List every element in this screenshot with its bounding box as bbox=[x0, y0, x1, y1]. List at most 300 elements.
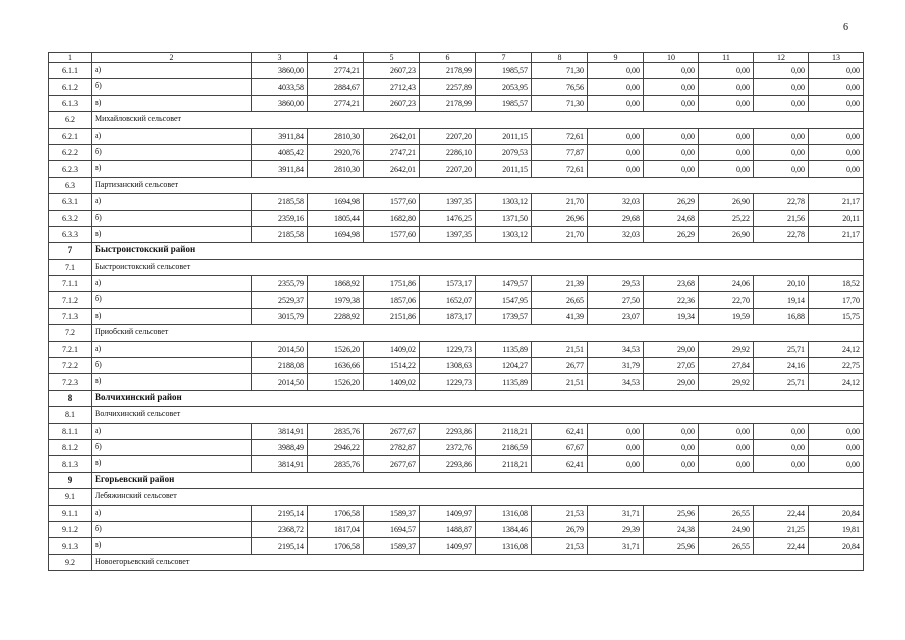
council-name: Новоегорьевский сельсовет bbox=[92, 554, 864, 570]
value-cell: 0,00 bbox=[644, 161, 699, 177]
table-row bbox=[49, 308, 864, 324]
value-cell: 2118,21 bbox=[476, 423, 532, 439]
value-cell: 2368,72 bbox=[252, 521, 308, 537]
value-cell: 2607,23 bbox=[364, 95, 420, 111]
value-cell: 62,41 bbox=[532, 456, 588, 472]
value-cell: 2810,30 bbox=[308, 161, 364, 177]
value-cell: 25,96 bbox=[644, 505, 699, 521]
value-cell: 76,56 bbox=[532, 79, 588, 95]
row-index: 6.2.2 bbox=[49, 144, 92, 160]
row-variant-label: б) bbox=[92, 521, 252, 537]
council-heading-row bbox=[49, 325, 864, 341]
value-cell: 2185,58 bbox=[252, 194, 308, 210]
value-cell: 1308,63 bbox=[420, 358, 476, 374]
value-cell: 1316,08 bbox=[476, 505, 532, 521]
value-cell: 1409,97 bbox=[420, 505, 476, 521]
value-cell: 15,75 bbox=[809, 308, 864, 324]
row-variant-label: б) bbox=[92, 358, 252, 374]
value-cell: 2178,99 bbox=[420, 95, 476, 111]
value-cell: 72,61 bbox=[532, 128, 588, 144]
value-cell: 0,00 bbox=[588, 456, 644, 472]
value-cell: 0,00 bbox=[754, 79, 809, 95]
value-cell: 1303,12 bbox=[476, 226, 532, 242]
value-cell: 62,41 bbox=[532, 423, 588, 439]
row-index: 9.2 bbox=[49, 554, 92, 570]
value-cell: 2195,14 bbox=[252, 505, 308, 521]
value-cell: 2011,15 bbox=[476, 161, 532, 177]
value-cell: 0,00 bbox=[644, 144, 699, 160]
row-index: 6.3.2 bbox=[49, 210, 92, 226]
value-cell: 1316,08 bbox=[476, 538, 532, 554]
value-cell: 2677,67 bbox=[364, 423, 420, 439]
value-cell: 1682,80 bbox=[364, 210, 420, 226]
table-row bbox=[49, 439, 864, 455]
value-cell: 31,71 bbox=[588, 505, 644, 521]
value-cell: 20,84 bbox=[809, 505, 864, 521]
value-cell: 1706,58 bbox=[308, 538, 364, 554]
value-cell: 22,44 bbox=[754, 538, 809, 554]
row-variant-label: в) bbox=[92, 226, 252, 242]
value-cell: 22,75 bbox=[809, 358, 864, 374]
value-cell: 3988,49 bbox=[252, 439, 308, 455]
value-cell: 1694,57 bbox=[364, 521, 420, 537]
value-cell: 0,00 bbox=[699, 161, 754, 177]
value-cell: 2014,50 bbox=[252, 374, 308, 390]
value-cell: 1817,04 bbox=[308, 521, 364, 537]
value-cell: 2835,76 bbox=[308, 423, 364, 439]
table-row bbox=[49, 194, 864, 210]
value-cell: 2810,30 bbox=[308, 128, 364, 144]
table-row bbox=[49, 374, 864, 390]
column-number: 3 bbox=[252, 53, 308, 63]
value-cell: 2355,79 bbox=[252, 276, 308, 292]
row-index: 6.3.3 bbox=[49, 226, 92, 242]
value-cell: 1873,17 bbox=[420, 308, 476, 324]
value-cell: 3814,91 bbox=[252, 423, 308, 439]
value-cell: 3860,00 bbox=[252, 63, 308, 79]
value-cell: 25,96 bbox=[644, 538, 699, 554]
value-cell: 4085,42 bbox=[252, 144, 308, 160]
value-cell: 0,00 bbox=[588, 161, 644, 177]
value-cell: 3814,91 bbox=[252, 456, 308, 472]
value-cell: 21,56 bbox=[754, 210, 809, 226]
value-cell: 26,65 bbox=[532, 292, 588, 308]
value-cell: 0,00 bbox=[809, 95, 864, 111]
column-number: 8 bbox=[532, 53, 588, 63]
table-row bbox=[49, 341, 864, 357]
value-cell: 22,70 bbox=[699, 292, 754, 308]
value-cell: 0,00 bbox=[809, 456, 864, 472]
value-cell: 2288,92 bbox=[308, 308, 364, 324]
value-cell: 1868,92 bbox=[308, 276, 364, 292]
value-cell: 2053,95 bbox=[476, 79, 532, 95]
value-cell: 19,34 bbox=[644, 308, 699, 324]
column-number: 12 bbox=[754, 53, 809, 63]
row-index: 7.2.2 bbox=[49, 358, 92, 374]
value-cell: 1135,89 bbox=[476, 341, 532, 357]
value-cell: 3860,00 bbox=[252, 95, 308, 111]
value-cell: 3911,84 bbox=[252, 128, 308, 144]
table-row bbox=[49, 161, 864, 177]
value-cell: 1573,17 bbox=[420, 276, 476, 292]
value-cell: 27,84 bbox=[699, 358, 754, 374]
value-cell: 2186,59 bbox=[476, 439, 532, 455]
value-cell: 21,17 bbox=[809, 226, 864, 242]
row-index: 8.1.3 bbox=[49, 456, 92, 472]
column-number-row bbox=[49, 53, 864, 63]
value-cell: 0,00 bbox=[754, 144, 809, 160]
value-cell: 17,70 bbox=[809, 292, 864, 308]
value-cell: 16,88 bbox=[754, 308, 809, 324]
value-cell: 2079,53 bbox=[476, 144, 532, 160]
value-cell: 0,00 bbox=[699, 128, 754, 144]
value-cell: 0,00 bbox=[809, 128, 864, 144]
value-cell: 24,16 bbox=[754, 358, 809, 374]
value-cell: 0,00 bbox=[754, 63, 809, 79]
tariff-table bbox=[48, 52, 864, 571]
table-row bbox=[49, 521, 864, 537]
value-cell: 2151,86 bbox=[364, 308, 420, 324]
row-variant-label: а) bbox=[92, 423, 252, 439]
value-cell: 0,00 bbox=[644, 95, 699, 111]
value-cell: 29,00 bbox=[644, 374, 699, 390]
column-number: 9 bbox=[588, 53, 644, 63]
value-cell: 2359,16 bbox=[252, 210, 308, 226]
value-cell: 0,00 bbox=[699, 63, 754, 79]
row-variant-label: б) bbox=[92, 210, 252, 226]
value-cell: 29,92 bbox=[699, 341, 754, 357]
value-cell: 1526,20 bbox=[308, 374, 364, 390]
value-cell: 67,67 bbox=[532, 439, 588, 455]
row-index: 6.2 bbox=[49, 112, 92, 128]
row-index: 9.1 bbox=[49, 489, 92, 505]
row-index: 7 bbox=[49, 243, 92, 259]
table-row bbox=[49, 63, 864, 79]
value-cell: 2642,01 bbox=[364, 128, 420, 144]
value-cell: 21,53 bbox=[532, 505, 588, 521]
row-index: 6.1.2 bbox=[49, 79, 92, 95]
row-index: 7.1 bbox=[49, 259, 92, 275]
value-cell: 1397,35 bbox=[420, 226, 476, 242]
value-cell: 1706,58 bbox=[308, 505, 364, 521]
value-cell: 2257,89 bbox=[420, 79, 476, 95]
value-cell: 1409,02 bbox=[364, 374, 420, 390]
value-cell: 2195,14 bbox=[252, 538, 308, 554]
value-cell: 1479,57 bbox=[476, 276, 532, 292]
value-cell: 2118,21 bbox=[476, 456, 532, 472]
district-heading-row bbox=[49, 472, 864, 488]
column-number: 1 bbox=[49, 53, 92, 63]
value-cell: 0,00 bbox=[588, 423, 644, 439]
value-cell: 22,44 bbox=[754, 505, 809, 521]
district-heading-row bbox=[49, 243, 864, 259]
value-cell: 24,68 bbox=[644, 210, 699, 226]
council-name: Партизанский сельсовет bbox=[92, 177, 864, 193]
row-index: 6.3 bbox=[49, 177, 92, 193]
value-cell: 29,00 bbox=[644, 341, 699, 357]
value-cell: 2774,21 bbox=[308, 95, 364, 111]
row-variant-label: в) bbox=[92, 308, 252, 324]
value-cell: 1979,38 bbox=[308, 292, 364, 308]
value-cell: 2782,87 bbox=[364, 439, 420, 455]
council-name: Лебяжинский сельсовет bbox=[92, 489, 864, 505]
value-cell: 2920,76 bbox=[308, 144, 364, 160]
value-cell: 1204,27 bbox=[476, 358, 532, 374]
value-cell: 0,00 bbox=[644, 79, 699, 95]
value-cell: 0,00 bbox=[754, 439, 809, 455]
value-cell: 2607,23 bbox=[364, 63, 420, 79]
value-cell: 25,71 bbox=[754, 374, 809, 390]
value-cell: 3911,84 bbox=[252, 161, 308, 177]
value-cell: 0,00 bbox=[754, 423, 809, 439]
council-name: Михайловский сельсовет bbox=[92, 112, 864, 128]
value-cell: 23,68 bbox=[644, 276, 699, 292]
value-cell: 2286,10 bbox=[420, 144, 476, 160]
value-cell: 25,22 bbox=[699, 210, 754, 226]
row-index: 7.2 bbox=[49, 325, 92, 341]
value-cell: 20,84 bbox=[809, 538, 864, 554]
value-cell: 29,92 bbox=[699, 374, 754, 390]
value-cell: 2677,67 bbox=[364, 456, 420, 472]
council-heading-row bbox=[49, 112, 864, 128]
table-row bbox=[49, 95, 864, 111]
value-cell: 1488,87 bbox=[420, 521, 476, 537]
value-cell: 71,30 bbox=[532, 63, 588, 79]
row-variant-label: в) bbox=[92, 95, 252, 111]
value-cell: 0,00 bbox=[809, 439, 864, 455]
value-cell: 77,87 bbox=[532, 144, 588, 160]
council-name: Приобский сельсовет bbox=[92, 325, 864, 341]
row-variant-label: б) bbox=[92, 144, 252, 160]
row-index: 8.1 bbox=[49, 407, 92, 423]
value-cell: 0,00 bbox=[588, 144, 644, 160]
value-cell: 2529,37 bbox=[252, 292, 308, 308]
value-cell: 2207,20 bbox=[420, 128, 476, 144]
value-cell: 1547,95 bbox=[476, 292, 532, 308]
value-cell: 0,00 bbox=[699, 439, 754, 455]
value-cell: 2293,86 bbox=[420, 423, 476, 439]
value-cell: 27,50 bbox=[588, 292, 644, 308]
value-cell: 1229,73 bbox=[420, 374, 476, 390]
value-cell: 0,00 bbox=[809, 144, 864, 160]
value-cell: 22,78 bbox=[754, 194, 809, 210]
value-cell: 21,70 bbox=[532, 226, 588, 242]
value-cell: 25,71 bbox=[754, 341, 809, 357]
value-cell: 29,39 bbox=[588, 521, 644, 537]
table-row bbox=[49, 505, 864, 521]
value-cell: 34,53 bbox=[588, 374, 644, 390]
value-cell: 0,00 bbox=[644, 128, 699, 144]
row-variant-label: а) bbox=[92, 341, 252, 357]
value-cell: 0,00 bbox=[699, 79, 754, 95]
row-index: 6.1.3 bbox=[49, 95, 92, 111]
row-index: 9.1.2 bbox=[49, 521, 92, 537]
column-number: 6 bbox=[420, 53, 476, 63]
value-cell: 1229,73 bbox=[420, 341, 476, 357]
council-name: Волчихинский сельсовет bbox=[92, 407, 864, 423]
row-variant-label: в) bbox=[92, 374, 252, 390]
value-cell: 29,68 bbox=[588, 210, 644, 226]
row-variant-label: а) bbox=[92, 276, 252, 292]
value-cell: 26,79 bbox=[532, 521, 588, 537]
council-heading-row bbox=[49, 554, 864, 570]
row-variant-label: а) bbox=[92, 128, 252, 144]
row-index: 6.2.3 bbox=[49, 161, 92, 177]
value-cell: 1739,57 bbox=[476, 308, 532, 324]
row-index: 7.1.2 bbox=[49, 292, 92, 308]
value-cell: 1514,22 bbox=[364, 358, 420, 374]
value-cell: 34,53 bbox=[588, 341, 644, 357]
row-variant-label: а) bbox=[92, 505, 252, 521]
value-cell: 19,14 bbox=[754, 292, 809, 308]
value-cell: 0,00 bbox=[754, 161, 809, 177]
value-cell: 2014,50 bbox=[252, 341, 308, 357]
value-cell: 0,00 bbox=[644, 423, 699, 439]
value-cell: 1409,02 bbox=[364, 341, 420, 357]
value-cell: 2946,22 bbox=[308, 439, 364, 455]
value-cell: 1135,89 bbox=[476, 374, 532, 390]
value-cell: 21,25 bbox=[754, 521, 809, 537]
value-cell: 27,05 bbox=[644, 358, 699, 374]
table-body bbox=[49, 53, 864, 571]
column-number: 7 bbox=[476, 53, 532, 63]
row-index: 7.2.1 bbox=[49, 341, 92, 357]
value-cell: 1526,20 bbox=[308, 341, 364, 357]
value-cell: 24,12 bbox=[809, 341, 864, 357]
column-number: 2 bbox=[92, 53, 252, 63]
value-cell: 21,17 bbox=[809, 194, 864, 210]
value-cell: 19,59 bbox=[699, 308, 754, 324]
value-cell: 0,00 bbox=[644, 456, 699, 472]
row-index: 6.1.1 bbox=[49, 63, 92, 79]
value-cell: 1694,98 bbox=[308, 194, 364, 210]
value-cell: 1636,66 bbox=[308, 358, 364, 374]
value-cell: 23,07 bbox=[588, 308, 644, 324]
row-index: 9.1.3 bbox=[49, 538, 92, 554]
value-cell: 1857,06 bbox=[364, 292, 420, 308]
table-row bbox=[49, 456, 864, 472]
row-variant-label: б) bbox=[92, 439, 252, 455]
value-cell: 22,78 bbox=[754, 226, 809, 242]
value-cell: 26,55 bbox=[699, 538, 754, 554]
row-variant-label: в) bbox=[92, 538, 252, 554]
value-cell: 0,00 bbox=[754, 128, 809, 144]
value-cell: 0,00 bbox=[809, 161, 864, 177]
row-variant-label: а) bbox=[92, 63, 252, 79]
value-cell: 26,96 bbox=[532, 210, 588, 226]
value-cell: 0,00 bbox=[699, 144, 754, 160]
council-heading-row bbox=[49, 259, 864, 275]
value-cell: 1371,50 bbox=[476, 210, 532, 226]
table-row bbox=[49, 79, 864, 95]
value-cell: 1409,97 bbox=[420, 538, 476, 554]
value-cell: 2372,76 bbox=[420, 439, 476, 455]
row-index: 8 bbox=[49, 390, 92, 406]
value-cell: 21,39 bbox=[532, 276, 588, 292]
value-cell: 1805,44 bbox=[308, 210, 364, 226]
row-index: 8.1.2 bbox=[49, 439, 92, 455]
table-row bbox=[49, 276, 864, 292]
value-cell: 0,00 bbox=[699, 456, 754, 472]
row-index: 7.2.3 bbox=[49, 374, 92, 390]
value-cell: 2835,76 bbox=[308, 456, 364, 472]
value-cell: 20,10 bbox=[754, 276, 809, 292]
value-cell: 26,90 bbox=[699, 226, 754, 242]
value-cell: 20,11 bbox=[809, 210, 864, 226]
table-row bbox=[49, 144, 864, 160]
value-cell: 4033,58 bbox=[252, 79, 308, 95]
value-cell: 2178,99 bbox=[420, 63, 476, 79]
value-cell: 2642,01 bbox=[364, 161, 420, 177]
value-cell: 24,90 bbox=[699, 521, 754, 537]
value-cell: 0,00 bbox=[809, 79, 864, 95]
value-cell: 71,30 bbox=[532, 95, 588, 111]
column-number: 4 bbox=[308, 53, 364, 63]
value-cell: 1751,86 bbox=[364, 276, 420, 292]
value-cell: 24,12 bbox=[809, 374, 864, 390]
district-heading-row bbox=[49, 390, 864, 406]
value-cell: 26,90 bbox=[699, 194, 754, 210]
value-cell: 21,51 bbox=[532, 374, 588, 390]
table-row bbox=[49, 210, 864, 226]
value-cell: 24,06 bbox=[699, 276, 754, 292]
value-cell: 24,38 bbox=[644, 521, 699, 537]
table-row bbox=[49, 128, 864, 144]
value-cell: 3015,79 bbox=[252, 308, 308, 324]
district-name: Егорьевский район bbox=[92, 472, 864, 488]
row-index: 8.1.1 bbox=[49, 423, 92, 439]
row-index: 6.3.1 bbox=[49, 194, 92, 210]
value-cell: 2884,67 bbox=[308, 79, 364, 95]
value-cell: 0,00 bbox=[588, 63, 644, 79]
column-number: 13 bbox=[809, 53, 864, 63]
row-index: 9.1.1 bbox=[49, 505, 92, 521]
value-cell: 31,71 bbox=[588, 538, 644, 554]
value-cell: 2293,86 bbox=[420, 456, 476, 472]
column-number: 5 bbox=[364, 53, 420, 63]
council-heading-row bbox=[49, 489, 864, 505]
value-cell: 32,03 bbox=[588, 194, 644, 210]
row-index: 7.1.3 bbox=[49, 308, 92, 324]
value-cell: 2207,20 bbox=[420, 161, 476, 177]
value-cell: 19,81 bbox=[809, 521, 864, 537]
value-cell: 1476,25 bbox=[420, 210, 476, 226]
value-cell: 29,53 bbox=[588, 276, 644, 292]
value-cell: 1577,60 bbox=[364, 194, 420, 210]
page-number: 6 bbox=[843, 22, 848, 33]
table-row bbox=[49, 292, 864, 308]
value-cell: 0,00 bbox=[588, 128, 644, 144]
value-cell: 72,61 bbox=[532, 161, 588, 177]
column-number: 11 bbox=[699, 53, 754, 63]
value-cell: 0,00 bbox=[699, 423, 754, 439]
council-heading-row bbox=[49, 177, 864, 193]
value-cell: 26,55 bbox=[699, 505, 754, 521]
column-number: 10 bbox=[644, 53, 699, 63]
value-cell: 0,00 bbox=[644, 439, 699, 455]
table-row bbox=[49, 358, 864, 374]
value-cell: 0,00 bbox=[699, 95, 754, 111]
value-cell: 21,70 bbox=[532, 194, 588, 210]
value-cell: 0,00 bbox=[588, 79, 644, 95]
value-cell: 1303,12 bbox=[476, 194, 532, 210]
value-cell: 41,39 bbox=[532, 308, 588, 324]
value-cell: 2011,15 bbox=[476, 128, 532, 144]
value-cell: 1652,07 bbox=[420, 292, 476, 308]
value-cell: 0,00 bbox=[754, 95, 809, 111]
district-name: Быстроистокский район bbox=[92, 243, 864, 259]
row-variant-label: а) bbox=[92, 194, 252, 210]
